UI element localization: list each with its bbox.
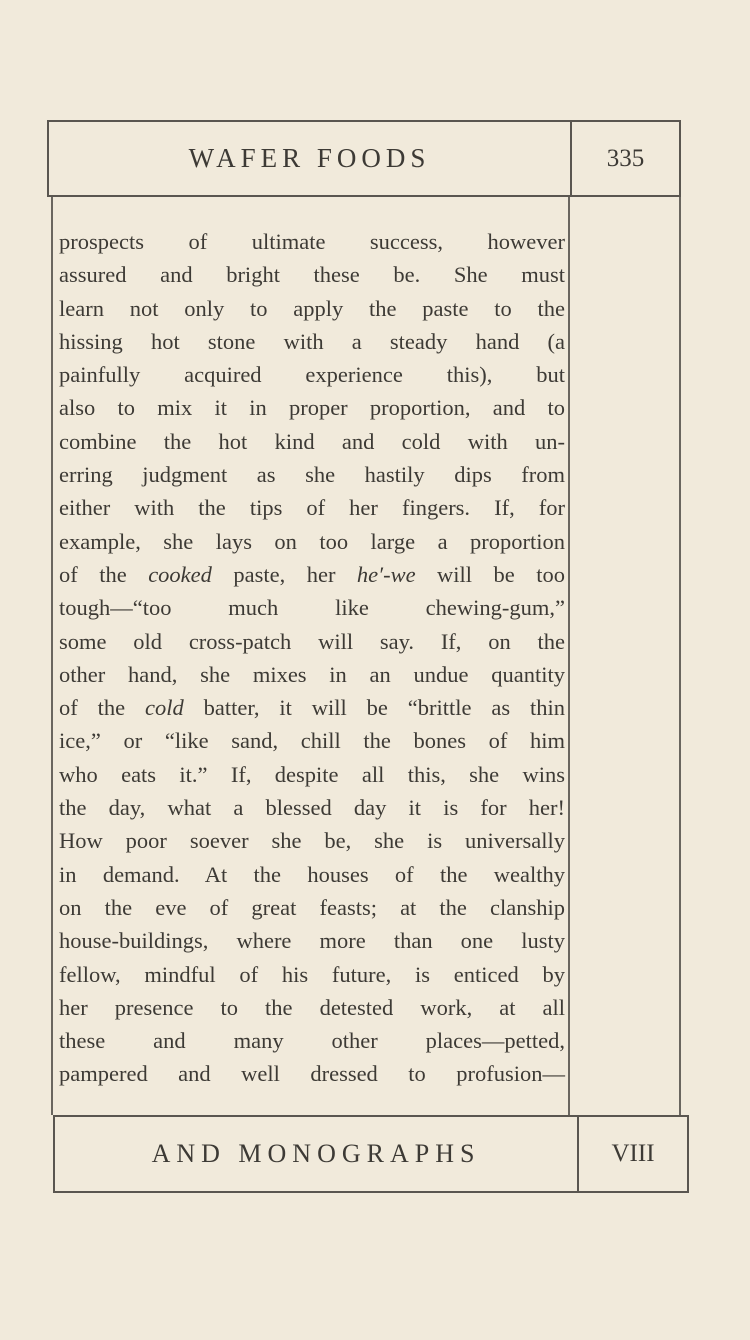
text-line (59, 1057, 565, 1090)
text-line (59, 292, 565, 325)
text-span: also to mix it in proper proportion, and to (59, 395, 565, 421)
text-line (59, 558, 565, 591)
text-span: will be too (415, 561, 565, 587)
running-title: WAFER FOODS (188, 143, 431, 173)
page-number: 335 (606, 144, 645, 172)
text-line (59, 824, 565, 857)
text-line (59, 758, 565, 791)
italic-word: cooked (148, 561, 212, 587)
text-line (59, 891, 565, 924)
running-footer (53, 1115, 689, 1193)
text-span: fellow, mindful of his future, is enticed by (59, 961, 565, 987)
text-line (59, 591, 565, 624)
text-span: How poor soever she be, she is universally (59, 828, 565, 854)
text-span: of the (59, 561, 149, 587)
text-line (59, 625, 565, 658)
text-span: some old cross-patch will say. If, on the (59, 628, 565, 654)
text-span: paste, her (211, 561, 357, 587)
text-span: hissing hot stone with a steady hand (a (59, 328, 565, 354)
text-line (59, 691, 565, 724)
text-line (59, 425, 565, 458)
text-line (59, 391, 565, 424)
text-span: painfully acquired experience this), but (59, 362, 565, 388)
text-span: her presence to the detested work, at all (59, 994, 565, 1020)
text-span: either with the tips of her fingers. If, for (59, 495, 565, 521)
text-line (59, 991, 565, 1024)
text-line (59, 658, 565, 691)
text-line (59, 858, 565, 891)
text-line (59, 258, 565, 291)
text-line (59, 958, 565, 991)
page-frame (47, 120, 687, 1193)
text-line (59, 724, 565, 757)
text-line (59, 225, 565, 258)
text-span: of the (59, 695, 145, 721)
text-line (59, 491, 565, 524)
body-text (59, 225, 565, 1091)
text-span: batter, it will be “brittle as thin (183, 695, 565, 721)
text-line (59, 1024, 565, 1057)
text-span: on the eve of great feasts; at the clanship (59, 894, 565, 920)
text-line (59, 458, 565, 491)
text-span: erring judgment as she hastily dips from (59, 462, 565, 488)
text-span: example, she lays on too large a proportion (59, 528, 565, 554)
text-span: pampered and well dressed to profusion— (59, 1061, 565, 1087)
text-span: the day, what a blessed day it is for her! (59, 795, 565, 821)
text-span: combine the hot kind and cold with un- (59, 428, 565, 454)
text-line (59, 358, 565, 391)
text-line (59, 325, 565, 358)
text-span: prospects of ultimate success, however (59, 229, 565, 254)
running-header (47, 120, 681, 197)
text-span: other hand, she mixes in an undue quantity (59, 661, 565, 687)
italic-word: he′-we (356, 561, 416, 587)
text-line (59, 924, 565, 957)
text-line (59, 791, 565, 824)
text-span: in demand. At the houses of the wealthy (59, 861, 565, 887)
left-rule (51, 197, 53, 1115)
text-span: house-buildings, where more than one lusty (59, 928, 565, 954)
right-rule (679, 197, 681, 1115)
text-span: these and many other places—petted, (59, 1028, 565, 1054)
margin-rule (568, 197, 570, 1115)
text-span: tough—“too much like chewing-gum,” (59, 595, 565, 621)
text-span: learn not only to apply the paste to the (59, 295, 565, 321)
volume-number: VIII (611, 1140, 655, 1167)
text-span: who eats it.” If, despite all this, she wins (59, 761, 565, 787)
series-title: AND MONOGRAPHS (151, 1139, 481, 1168)
text-span: ice,” or “like sand, chill the bones of him (59, 728, 565, 754)
text-span: assured and bright these be. She must (59, 262, 565, 288)
italic-word: cold (144, 695, 184, 721)
text-line (59, 525, 565, 558)
